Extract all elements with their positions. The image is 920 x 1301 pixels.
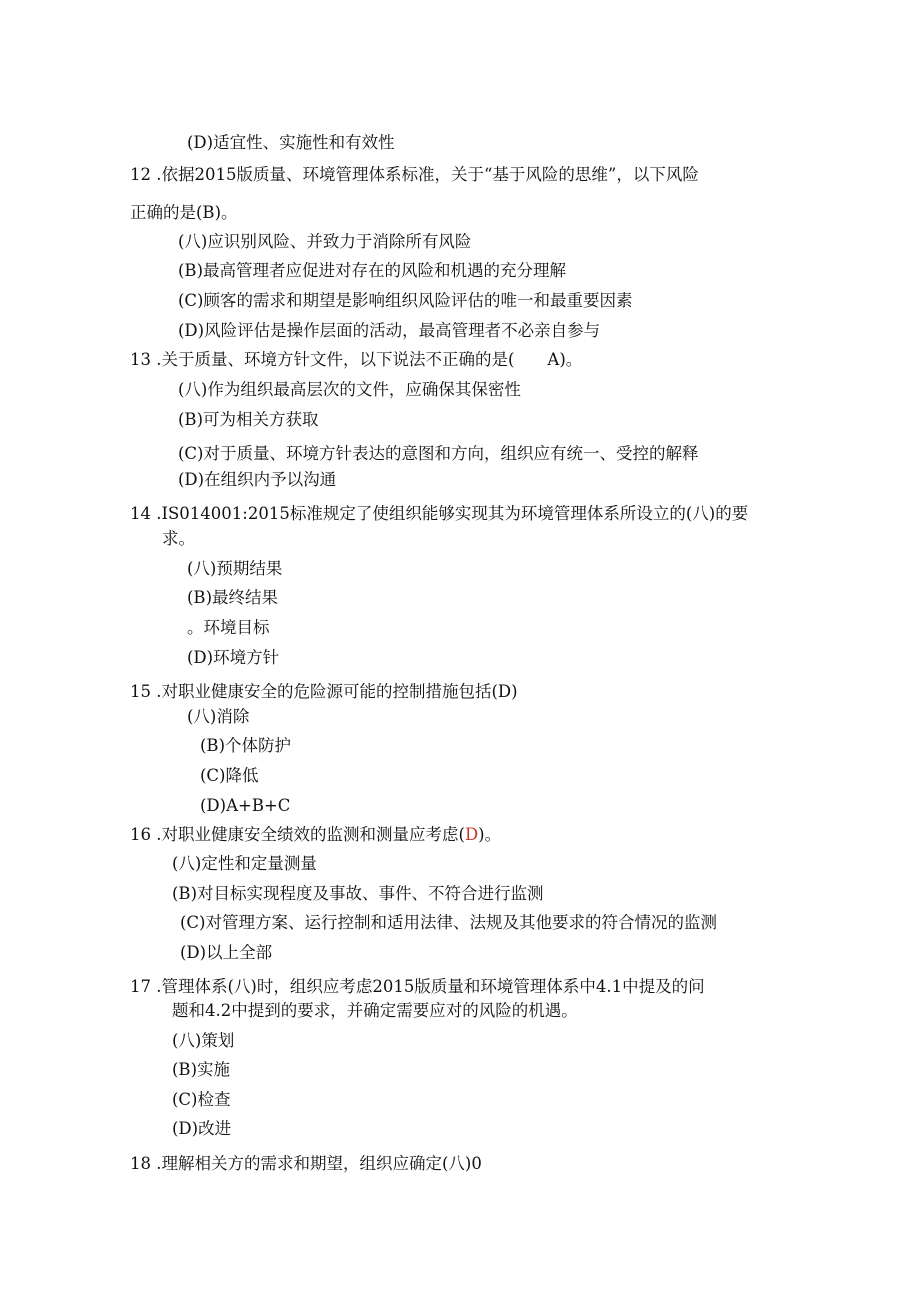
q16-stem-text: 16 .对职业健康安全绩效的监测和测量应考虑(	[130, 825, 465, 844]
q16-stem-end: )。	[478, 825, 502, 844]
q14-stem-cont: 求。	[162, 529, 195, 548]
q16-option-b: (B)对目标实现程度及事故、事件、不符合进行监测	[172, 884, 544, 903]
q13-stem: 13 .关于质量、环境方针文件，以下说法不正确的是( A)。	[130, 350, 583, 369]
q12-option-a: (八)应识别风险、并致力于消除所有风险	[178, 232, 472, 251]
q14-option-c: 。环境目标	[187, 618, 270, 637]
q14-option-d: (D)环境方针	[187, 648, 280, 667]
q16-answer-mark: D	[464, 825, 479, 844]
q17-option-d: (D)改进	[172, 1119, 232, 1138]
q13-option-a: (八)作为组织最高层次的文件，应确保其保密性	[178, 380, 521, 399]
q15-option-c: (C)降低	[200, 766, 259, 785]
q17-option-a: (八)策划	[172, 1031, 235, 1050]
q12-option-d: (D)风险评估是操作层面的活动，最高管理者不必亲自参与	[178, 321, 601, 340]
q16-option-a: (八)定性和定量测量	[172, 854, 317, 873]
q14-option-b: (B)最终结果	[187, 588, 278, 607]
q16-stem	[130, 824, 501, 846]
q17-option-b: (B)实施	[172, 1060, 230, 1079]
q18-stem: 18 .理解相关方的需求和期望，组织应确定(八)0	[130, 1154, 482, 1173]
q12-stem-cont: 正确的是(B)。	[130, 203, 238, 222]
q12-option-b: (B)最高管理者应促进对存在的风险和机遇的充分理解	[178, 261, 566, 280]
q15-option-a: (八)消除	[187, 707, 250, 726]
q15-option-d: (D)A+B+C	[200, 796, 291, 815]
q17-stem: 17 .管理体系(八)时，组织应考虑2015版质量和环境管理体系中4.1中提及的问	[130, 977, 705, 996]
q16-option-d: (D)以上全部	[180, 943, 273, 962]
q16-option-c: (C)对管理方案、运行控制和适用法律、法规及其他要求的符合情况的监测	[180, 913, 717, 932]
q17-option-c: (C)检查	[172, 1090, 231, 1109]
q14-stem: 14 .IS014001:2015标准规定了使组织能够实现其为环境管理体系所设立的(八)的要	[130, 504, 749, 523]
q17-stem-cont: 题和4.2中提到的要求，并确定需要应对的风险的机遇。	[172, 1001, 578, 1020]
q13-option-d: (D)在组织内予以沟通	[178, 470, 337, 489]
q12-stem: 12 .依据2015版质量、环境管理体系标准，关于“基于风险的思维”，以下风险	[130, 165, 699, 184]
q13-option-b: (B)可为相关方获取	[178, 410, 319, 429]
q12-option-c: (C)顾客的需求和期望是影响组织风险评估的唯一和最重要因素	[178, 291, 633, 310]
q11-option-d: (D)适宜性、实施性和有效性	[187, 133, 395, 152]
q13-option-c: (C)对于质量、环境方针表达的意图和方向，组织应有统一、受控的解释	[178, 444, 699, 463]
q15-stem: 15 .对职业健康安全的危险源可能的控制措施包括(D)	[130, 682, 518, 701]
q15-option-b: (B)个体防护	[200, 736, 291, 755]
q14-option-a: (八)预期结果	[187, 559, 283, 578]
